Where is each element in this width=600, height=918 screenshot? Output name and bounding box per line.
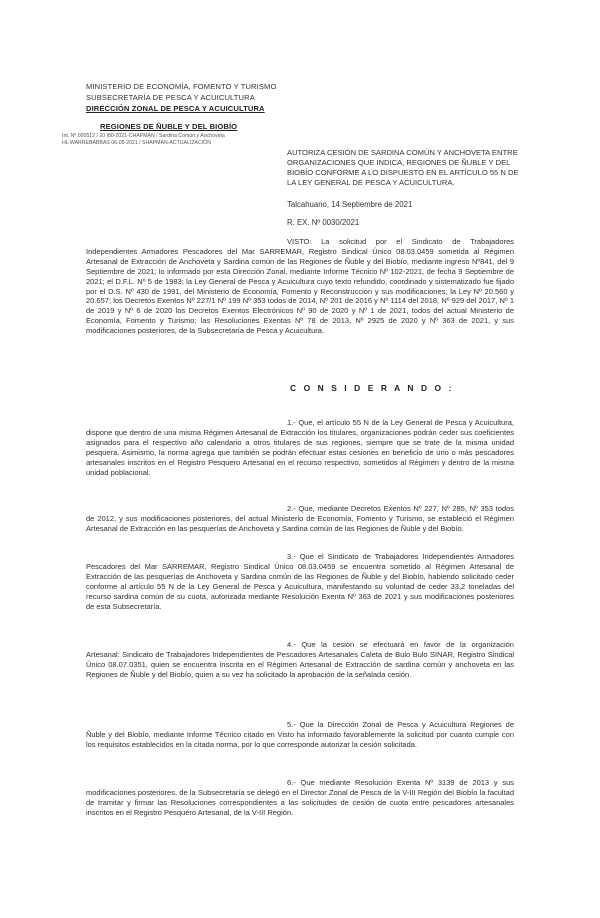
resolution-subject: AUTORIZA CESIÓN DE SARDINA COMÚN Y ANCHOVETA ENTRE ORGANIZACIONES QUE INDICA, REGIONES DE ÑUBLE Y DEL BIOBÍO CONFORME A LO DISPUESTO EN EL ARTÍCULO 55 N DE LA LEY GENERAL DE PESCA Y ACUICULTURA. — [287, 148, 519, 187]
item-text: Que, mediante Decretos Exentos Nº 227, Nº 285, Nº 353 todos de 2012, y sus modificaciones posteriores, del actual Ministerio de Economía, Fomento y Turismo, se estableció el Régimen Artesanal de Extracción en las pesquerías de Anchoveta y Sardina común de las Regiones de Ñuble y del Biobío. — [86, 504, 514, 533]
internal-ref-line-1: Int. Nº 000512 / 20 I80-2021-CHAPMAN / Sardina Común y Anchoveta — [62, 133, 225, 139]
internal-ref-line-2: HL WARREBABBAS 06-05-2021 / SHAPMAN-ACTUALIZACIÓN — [62, 140, 211, 146]
visto-lead: VISTO: — [287, 237, 312, 246]
item-text: Que la Dirección Zonal de Pesca y Acuicultura Regiones de Ñuble y del Biobío, mediante Informe Técnico citado en Visto ha informado favorablemente la solicitud por cuanto cumple con los requisitos establecidos en la citada norma, por lo que corresponde autorizar la cesión solicitada. — [86, 720, 514, 749]
considerando-item-2 — [86, 504, 514, 534]
considerando-heading: C O N S I D E R A N D O : — [290, 383, 454, 393]
considerando-item-4 — [86, 640, 514, 680]
region-line: REGIONES DE ÑUBLE Y DEL BIOBÍO — [100, 122, 238, 131]
considerando-item-3 — [86, 552, 514, 611]
item-text: Que mediante Resolución Exenta Nº 3139 de 2013 y sus modificaciones posteriores, de la Subsecretaría se delegó en el Director Zonal de Pesca de la V-III Región del Biobío la facultad de tramitar y firmar las Resoluciones correspondientes a las solicitudes de cesión de cuota entre pescadores artesanales inscritos en el Registro Pesquero Artesanal, de la V-III Región. — [86, 778, 514, 817]
subsecretaria-line: SUBSECRETARÍA DE PESCA Y ACUICULTURA — [86, 93, 255, 102]
item-number: 2.- — [287, 504, 296, 513]
ministry-line: MINISTERIO DE ECONOMÍA, FOMENTO Y TURISMO — [86, 82, 277, 91]
resolution-date: Talcahuano, 14 Septiembre de 2021 — [287, 200, 413, 209]
resolution-number: R. EX. Nº 0030/2021 — [287, 218, 360, 227]
item-number: 1.- — [287, 418, 296, 427]
item-text: Que el Sindicato de Trabajadores Independientes Armadores Pescadores del Mar SARREMAR, Registro Sindical Único 08.03.0459 se encuentra sometido al Régimen Artesanal de Extracción de las pesquerías de Anchoveta y Sardina común de las Regiones de Ñuble y del Biobío, habiendo solicitado ceder conforme al artículo 55 N de la Ley General de Pesca y Acuicultura, manifestando su voluntad de ceder 33,2 toneladas del recurso sardina común de su cuota, autorizada mediante Resolución Exenta Nº 363 de 2021 y sus modificaciones posteriores de esta Subsecretaría. — [86, 552, 514, 611]
item-text: Que, el artículo 55 N de la Ley General de Pesca y Acuicultura, dispone que dentro de una misma Régimen Artesanal de Extracción los titulares, organizaciones podrán ceder sus coeficientes asignados para el respectivo año calendario a otros titulares de sus regiones, siempre que se trate de la misma unidad pesquera. Asimismo, la norma agrega que también se podrán efectuar estas cesiones en beneficio de uno o más pescadores artesanales inscritos en el Registro Pesquero Artesanal en el recurso respectivo, sometidos al Régimen y dentro de la misma unidad poblacional. — [86, 418, 514, 477]
item-number: 3.- — [287, 552, 296, 561]
item-number: 6.- — [287, 778, 296, 787]
item-text: Que la cesión se efectuará en favor de la organización Artesanal: Sindicato de Trabajadores Independientes de Pescadores Artesanales Caleta de Bulo Bulo SINAR, Registro Sindical Único 08.07.0351, quien se encuentra inscrita en el Régimen Artesanal de Extracción de sardina común y anchoveta en las Regiones de Ñuble y del Biobío, quien a su vez ha solicitado la aprobación de la señalada cesión. — [86, 640, 514, 679]
considerando-item-1 — [86, 418, 514, 477]
considerando-item-6 — [86, 778, 514, 818]
item-number: 4.- — [287, 640, 296, 649]
item-number: 5.- — [287, 720, 296, 729]
visto-text: La solicitud por el Sindicato de Trabajadores Independientes Armadores Pescadores del Mar SARREMAR, Registro Sindical Único 08.03.0459 sometida al Régimen Artesanal de Extracción de Anchoveta y Sardina común de las Regiones de Ñuble y del Biobío, mediante ingreso Nº841, del 9 Septiembre de 2021; lo informado por esta Dirección Zonal, mediante Informe Técnico Nº 102-2021, de fecha 9 Septiembre de 2021; el D.F.L. Nº 5 de 1983; la Ley General de Pesca y Acuicultura cuyo texto refundido, coordinado y sistematizado fue fijado por el D.S. Nº 430 de 1991, del Ministerio de Economía, Fomento y Reconstrucción y sus modificaciones; la Ley Nº 20.560 y 20.657; los Decretos Exentos Nº 227/1 Nº 199 Nº 353 todos de 2014, Nº 201 de 2016 y Nº 1114 del 2018, Nº 929 del 2017, Nº 1 de 2019 y Nº 6 de 2020 los Decretos Exentos Electrónicos Nº 90 de 2020 y Nº 1 de 2021, todos del actual Ministerio de Economía, Fomento y Turismo; las Resoluciones Exentas Nº 78 de 2013, Nº 2925 de 2020 y Nº 363 de 2021, y sus modificaciones posteriores, de la Subsecretaría de Pesca y Acuicultura. — [86, 237, 514, 336]
visto-paragraph — [86, 237, 514, 336]
considerando-item-5 — [86, 720, 514, 750]
direccion-line: DIRECCIÓN ZONAL DE PESCA Y ACUICULTURA — [86, 104, 265, 113]
